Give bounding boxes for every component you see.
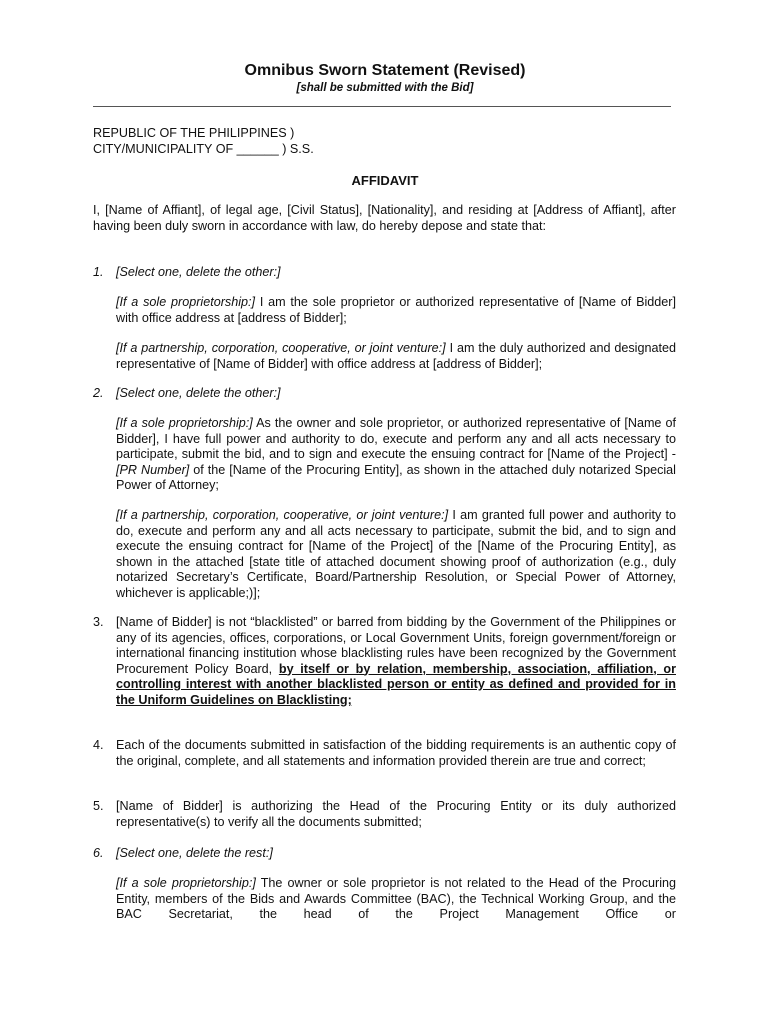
item-3-number: 3. [93, 615, 104, 629]
venue-line-1: REPUBLIC OF THE PHILIPPINES ) [93, 126, 295, 140]
item-2-option-a: [If a sole proprietorship:] As the owner and sole proprietor, or authorized representative of [Name of Bidder], I have full power and authority to do, execute and perform any and all acts necessary to participate, submit the bid, and to sign and execute the ensuing contract for [Name of the Project] - [PR Number] of the [Name of the Procuring Entity], as shown in the attached duly notarized Special Power of Attorney; [116, 416, 676, 492]
venue-line-2: CITY/MUNICIPALITY OF ______ ) S.S. [93, 142, 314, 156]
item-2-instruction: [Select one, delete the other:] [116, 386, 281, 400]
document-subtitle: [shall be submitted with the Bid] [296, 82, 474, 94]
item-1-option-a-label: [If a sole proprietorship:] [116, 295, 256, 309]
item-6-option-a-label: [If a sole proprietorship:] [116, 876, 256, 890]
item-1-instruction: [Select one, delete the other:] [116, 265, 281, 279]
item-1-number: 1. [93, 265, 104, 279]
title-divider [93, 106, 671, 107]
item-6-number: 6. [93, 846, 104, 860]
item-3-text: [Name of Bidder] is not “blacklisted” or barred from bidding by the Government of the Philippines or any of its agencies, offices, corporations, or Local Government Units, foreign government/foreign or international financing institution whose blacklisting rules have been recognized by the Government Procurement Policy Board, by itself or by relation, membership, association, affiliation, or controlling interest with another blacklisted person or entity as defined and provided for in the Uniform Guidelines on Blacklisting; [116, 615, 676, 707]
item-2-option-a-label: [If a sole proprietorship:] [116, 416, 253, 430]
item-2-number: 2. [93, 386, 104, 400]
item-1-option-a: [If a sole proprietorship:] I am the sole proprietor or authorized representative of [Name of Bidder] with office address at [address of Bidder]; [116, 295, 676, 325]
document-title: Omnibus Sworn Statement (Revised) [244, 62, 526, 79]
affidavit-heading: AFFIDAVIT [351, 173, 419, 188]
item-5-text: [Name of Bidder] is authorizing the Head of the Procuring Entity or its duly authorized representative(s) to verify all the documents submitted; [116, 799, 676, 829]
item-2-option-b: [If a partnership, corporation, cooperative, or joint venture:] I am granted full power and authority to do, execute and perform any and all acts necessary to participate, submit the bid, and to sign and execute the ensuing contract for [Name of the Project] of the [Name of the Procuring Entity], as shown in the attached [state title of attached document showing proof of authorization (e.g., duly notarized Secretary’s Certificate, Board/Partnership Resolution, or Special Power of Attorney, whichever is applicable;)]; [116, 508, 676, 600]
item-1-option-b: [If a partnership, corporation, cooperative, or joint venture:] I am the duly authorized and designated representative of [Name of Bidder] with office address at [address of Bidder]; [116, 341, 676, 371]
item-5-number: 5. [93, 799, 104, 813]
item-2-option-b-label: [If a partnership, corporation, cooperative, or joint venture:] [116, 508, 449, 522]
item-3-emphasis: by itself or by relation, membership, association, affiliation, or controlling interest with another blacklisted person or entity as defined and provided for in the Uniform Guidelines on Blacklisting; [116, 661, 676, 707]
item-6-option-a: [If a sole proprietorship:] The owner or sole proprietor is not related to the Head of the Procuring Entity, members of the Bids and Awards Committee (BAC), the Technical Working Group, and the BAC Secretariat, the head of the Project Management Office or [116, 876, 677, 921]
item-4-text: Each of the documents submitted in satisfaction of the bidding requirements is an authentic copy of the original, complete, and all statements and information provided therein are true and correct; [116, 738, 676, 768]
intro-paragraph: I, [Name of Affiant], of legal age, [Civil Status], [Nationality], and residing at [Address of Affiant], after having been duly sworn in accordance with law, do hereby depose and state that: [93, 203, 676, 233]
item-1-option-b-label: [If a partnership, corporation, cooperative, or joint venture:] [116, 341, 446, 355]
pr-number: [PR Number] [116, 462, 190, 477]
item-4-number: 4. [93, 738, 104, 752]
item-6-instruction: [Select one, delete the rest:] [116, 846, 273, 860]
